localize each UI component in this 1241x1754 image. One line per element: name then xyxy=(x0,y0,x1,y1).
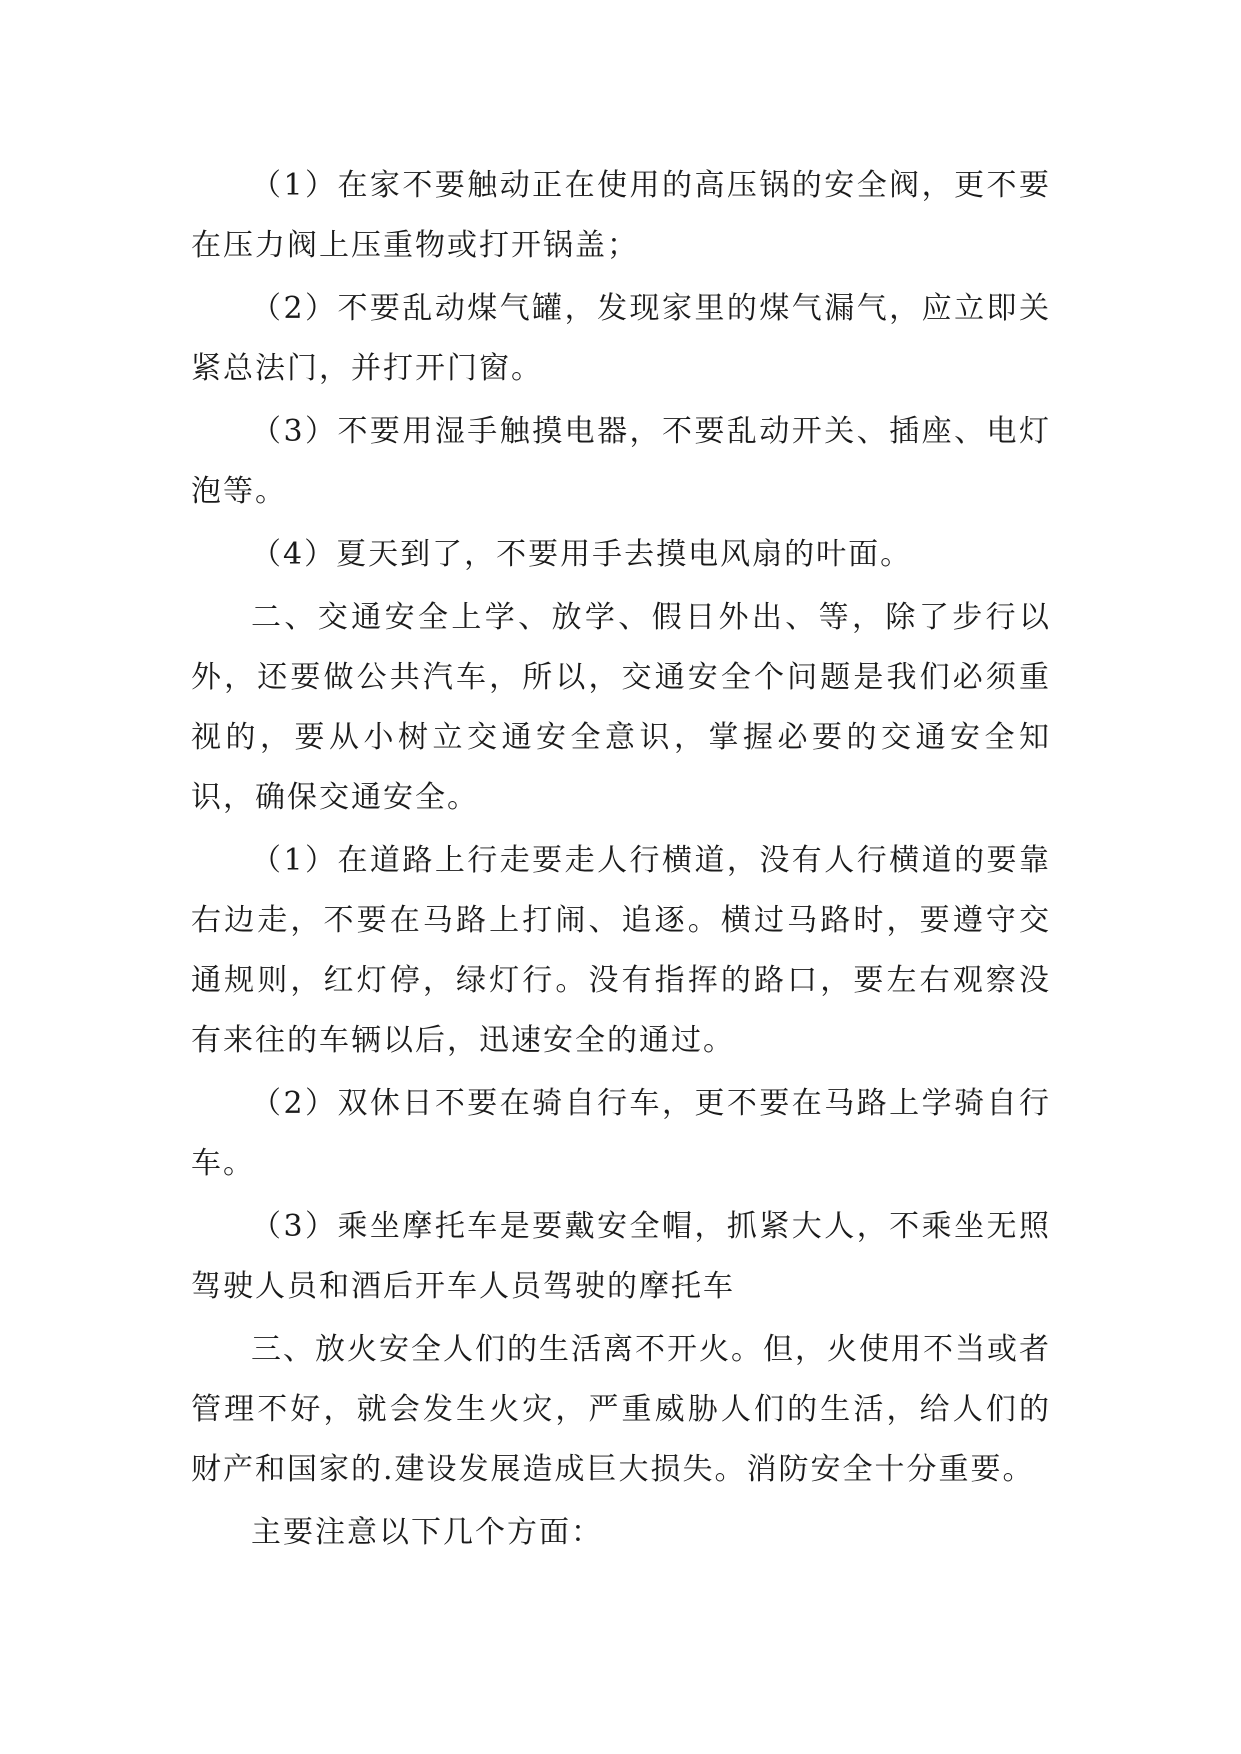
paragraph-electrical: （3）不要用湿手触摸电器，不要乱动开关、插座、电灯泡等。 xyxy=(191,414,1051,509)
paragraph-fire-safety: 三、放火安全人们的生活离不开火。但，火使用不当或者管理不好，就会发生火灾，严重威胁人们的生活，给人们的财产和国家的.建设发展造成巨大损失。消防安全十分重要。 xyxy=(191,1332,1051,1487)
paragraph-traffic-safety: 二、交通安全上学、放学、假日外出、等，除了步行以外，还要做公共汽车，所以，交通安全个问题是我们必须重视的，要从小树立交通安全意识，掌握必要的交通安全知识，确保交通安全。 xyxy=(191,600,1051,815)
paragraph-motorcycle: （3）乘坐摩托车是要戴安全帽，抓紧大人，不乘坐无照驾驶人员和酒后开车人员驾驶的摩托车 xyxy=(191,1209,1051,1304)
paragraph-gas-tank: （2）不要乱动煤气罐，发现家里的煤气漏气，应立即关紧总法门，并打开门窗。 xyxy=(191,291,1051,386)
paragraph-crosswalk: （1）在道路上行走要走人行横道，没有人行横道的要靠右边走，不要在马路上打闹、追逐。横过马路时，要遵守交通规则，红灯停，绿灯行。没有指挥的路口，要左右观察没有来往的车辆以后，迅速安全的通过。 xyxy=(191,843,1051,1058)
paragraph-bicycle: （2）双休日不要在骑自行车，更不要在马路上学骑自行车。 xyxy=(191,1086,1051,1181)
paragraph-electric-fan: （4）夏天到了，不要用手去摸电风扇的叶面。 xyxy=(251,537,913,572)
paragraph-main-points: 主要注意以下几个方面： xyxy=(251,1515,603,1550)
paragraph-pressure-cooker: （1）在家不要触动正在使用的高压锅的安全阀，更不要在压力阀上压重物或打开锅盖； xyxy=(191,168,1051,263)
document-body xyxy=(191,156,1051,1566)
